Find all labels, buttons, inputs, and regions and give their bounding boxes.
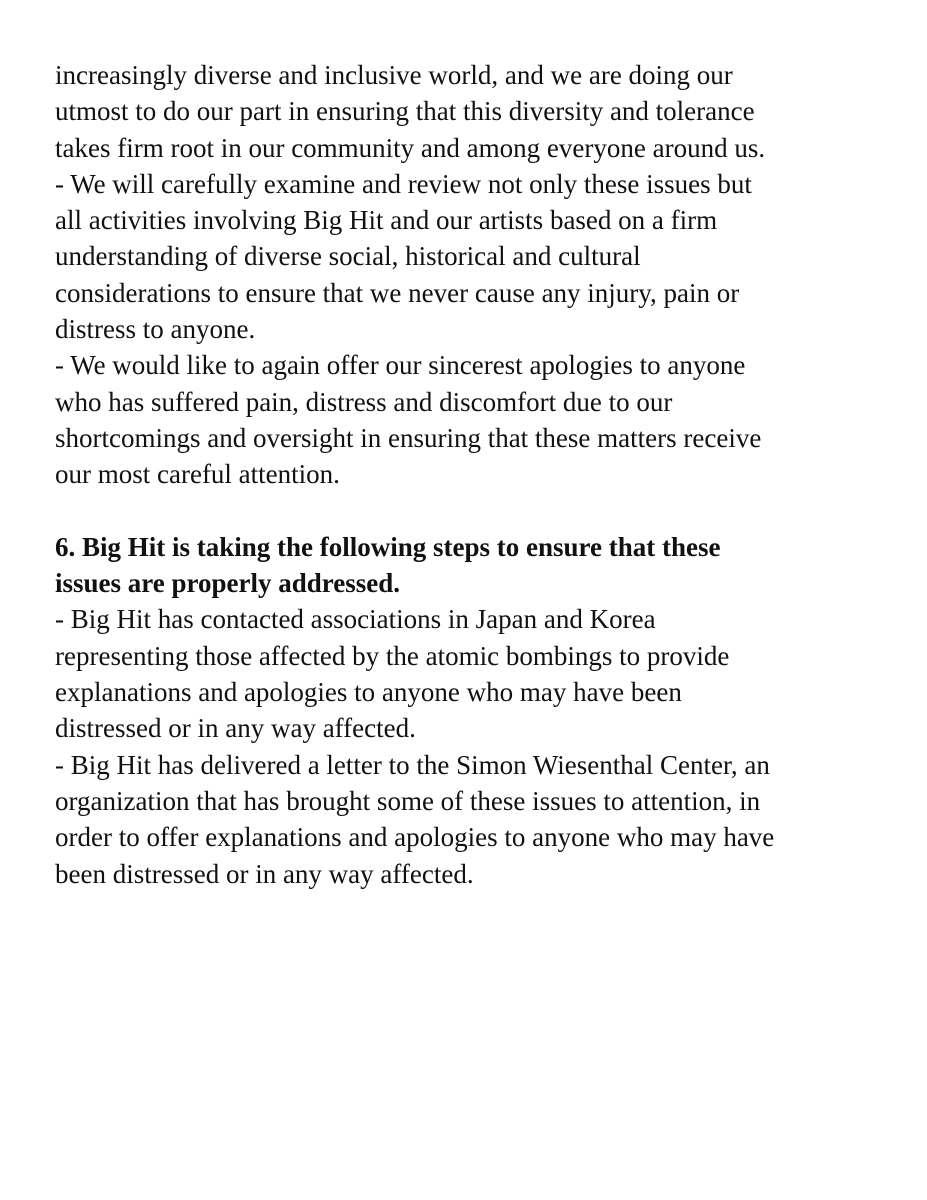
text-line: order to offer explanations and apologies to anyone who may have xyxy=(55,822,775,853)
text-line: distressed or in any way affected. xyxy=(55,713,416,744)
text-line: understanding of diverse social, historical and cultural xyxy=(55,241,641,272)
text-line: our most careful attention. xyxy=(55,459,340,490)
text-line: considerations to ensure that we never cause any injury, pain or xyxy=(55,277,740,308)
text-line: - Big Hit has delivered a letter to the Simon Wiesenthal Center, an xyxy=(55,749,770,780)
text-line: all activities involving Big Hit and our artists based on a firm xyxy=(55,205,718,236)
paragraph-gap xyxy=(55,493,885,529)
intro-paragraph-tail xyxy=(55,57,885,166)
section-6-heading xyxy=(55,529,885,602)
heading-line: 6. Big Hit is taking the following steps to ensure that these xyxy=(55,531,721,562)
bullet-letter-delivered xyxy=(55,747,885,892)
text-line: distress to anyone. xyxy=(55,314,256,345)
text-line: who has suffered pain, distress and discomfort due to our xyxy=(55,386,673,417)
text-line: shortcomings and oversight in ensuring that these matters receive xyxy=(55,422,762,453)
text-line: - We will carefully examine and review not only these issues but xyxy=(55,168,752,199)
text-line: - We would like to again offer our sincerest apologies to anyone xyxy=(55,350,746,381)
text-line: utmost to do our part in ensuring that this diversity and tolerance xyxy=(55,96,755,127)
text-line: representing those affected by the atomic bombings to provide xyxy=(55,640,730,671)
text-line: organization that has brought some of these issues to attention, in xyxy=(55,785,761,816)
text-line: explanations and apologies to anyone who may have been xyxy=(55,677,682,708)
text-line: takes firm root in our community and among everyone around us. xyxy=(55,132,766,163)
text-line: increasingly diverse and inclusive world, and we are doing our xyxy=(55,60,733,90)
text-line: - Big Hit has contacted associations in Japan and Korea xyxy=(55,604,656,635)
bullet-contacted-associations xyxy=(55,601,885,746)
statement-body xyxy=(55,57,885,892)
bullet-review-activities xyxy=(55,166,885,347)
text-line: been distressed or in any way affected. xyxy=(55,858,474,889)
heading-line: issues are properly addressed. xyxy=(55,568,401,599)
bullet-sincere-apology xyxy=(55,347,885,492)
